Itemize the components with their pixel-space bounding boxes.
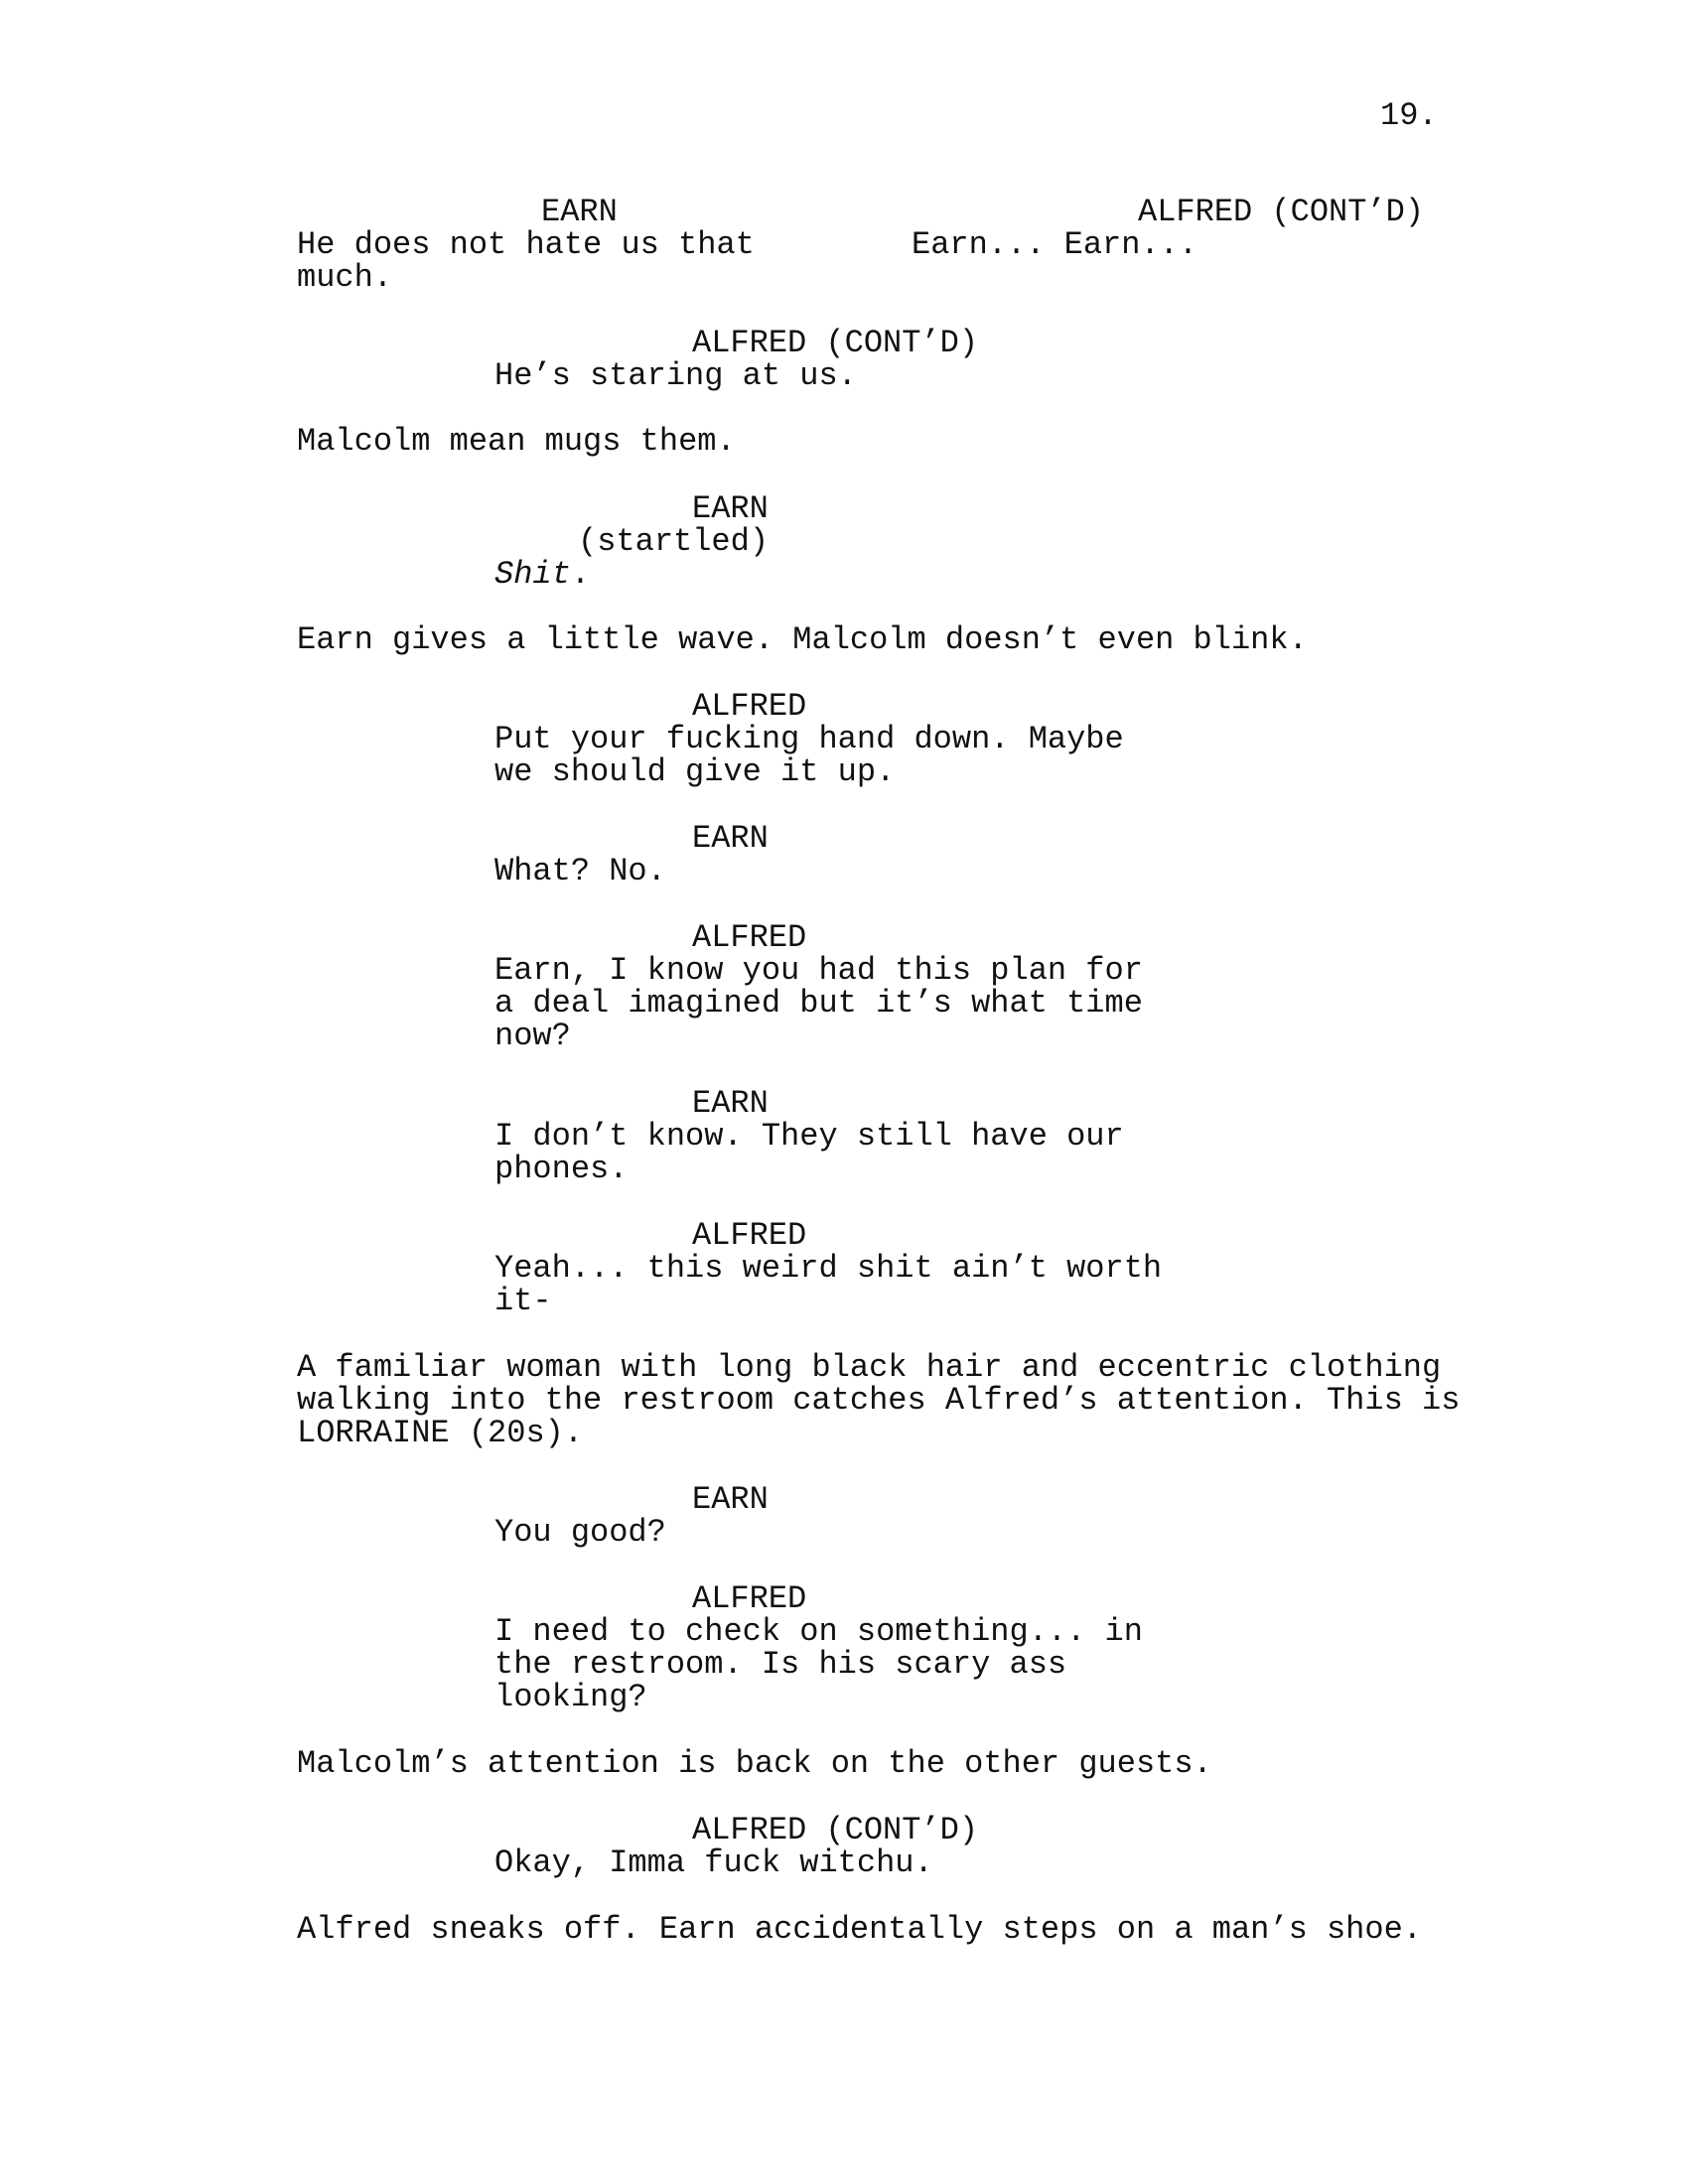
- action-line: Malcolm mean mugs them.: [297, 423, 736, 460]
- character-cue: ALFRED (CONT’D): [1138, 194, 1425, 230]
- dialogue-line: Yeah... this weird shit ain’t worth: [494, 1250, 1163, 1287]
- character-cue: ALFRED: [692, 688, 807, 725]
- dialogue-line: He’s staring at us.: [494, 357, 857, 394]
- character-cue: EARN: [692, 1085, 769, 1122]
- character-cue: ALFRED: [692, 1217, 807, 1254]
- dialogue-line: it-: [494, 1283, 552, 1319]
- dialogue-line: Earn... Earn...: [912, 226, 1198, 263]
- character-cue: ALFRED: [692, 919, 807, 956]
- parenthetical: (startled): [578, 523, 770, 560]
- dialogue-line: Earn, I know you had this plan for: [494, 952, 1143, 989]
- dialogue-line: Put your fucking hand down. Maybe: [494, 721, 1124, 757]
- character-cue: EARN: [692, 1481, 769, 1518]
- page-number: 19.: [1380, 97, 1438, 134]
- dialogue-line: What? No.: [494, 853, 666, 889]
- action-line: Alfred sneaks off. Earn accidentally steps on a man’s shoe.: [297, 1911, 1422, 1948]
- dialogue-line: much.: [297, 259, 393, 296]
- dialogue-line: I need to check on something... in: [494, 1613, 1143, 1650]
- dialogue-line: [494, 558, 590, 591]
- dialogue-line: He does not hate us that: [297, 226, 755, 263]
- dialogue-line: a deal imagined but it’s what time: [494, 985, 1143, 1022]
- dialogue-line: we should give it up.: [494, 753, 896, 790]
- character-cue: ALFRED (CONT’D): [692, 1812, 979, 1848]
- action-line: Earn gives a little wave. Malcolm doesn’t even blink.: [297, 621, 1308, 658]
- dialogue-line: Okay, Imma fuck witchu.: [494, 1844, 933, 1881]
- character-cue: EARN: [692, 490, 769, 527]
- action-line: LORRAINE (20s).: [297, 1415, 584, 1451]
- character-cue: ALFRED (CONT’D): [692, 325, 979, 361]
- action-line: A familiar woman with long black hair and eccentric clothing: [297, 1349, 1442, 1386]
- dialogue-punctuation: .: [570, 556, 591, 593]
- action-line: Malcolm’s attention is back on the other guests.: [297, 1745, 1212, 1782]
- character-cue: ALFRED: [692, 1580, 807, 1617]
- character-cue: EARN: [541, 194, 618, 230]
- dialogue-line: the restroom. Is his scary ass: [494, 1646, 1067, 1683]
- dialogue-line: phones.: [494, 1151, 629, 1187]
- dialogue-line: I don’t know. They still have our: [494, 1118, 1124, 1155]
- action-line: walking into the restroom catches Alfred’s attention. This is: [297, 1382, 1461, 1419]
- italic-word: Shit: [494, 556, 571, 593]
- dialogue-line: looking?: [494, 1679, 647, 1715]
- dialogue-line: You good?: [494, 1514, 666, 1551]
- character-cue: EARN: [692, 820, 769, 857]
- dialogue-line: now?: [494, 1018, 571, 1054]
